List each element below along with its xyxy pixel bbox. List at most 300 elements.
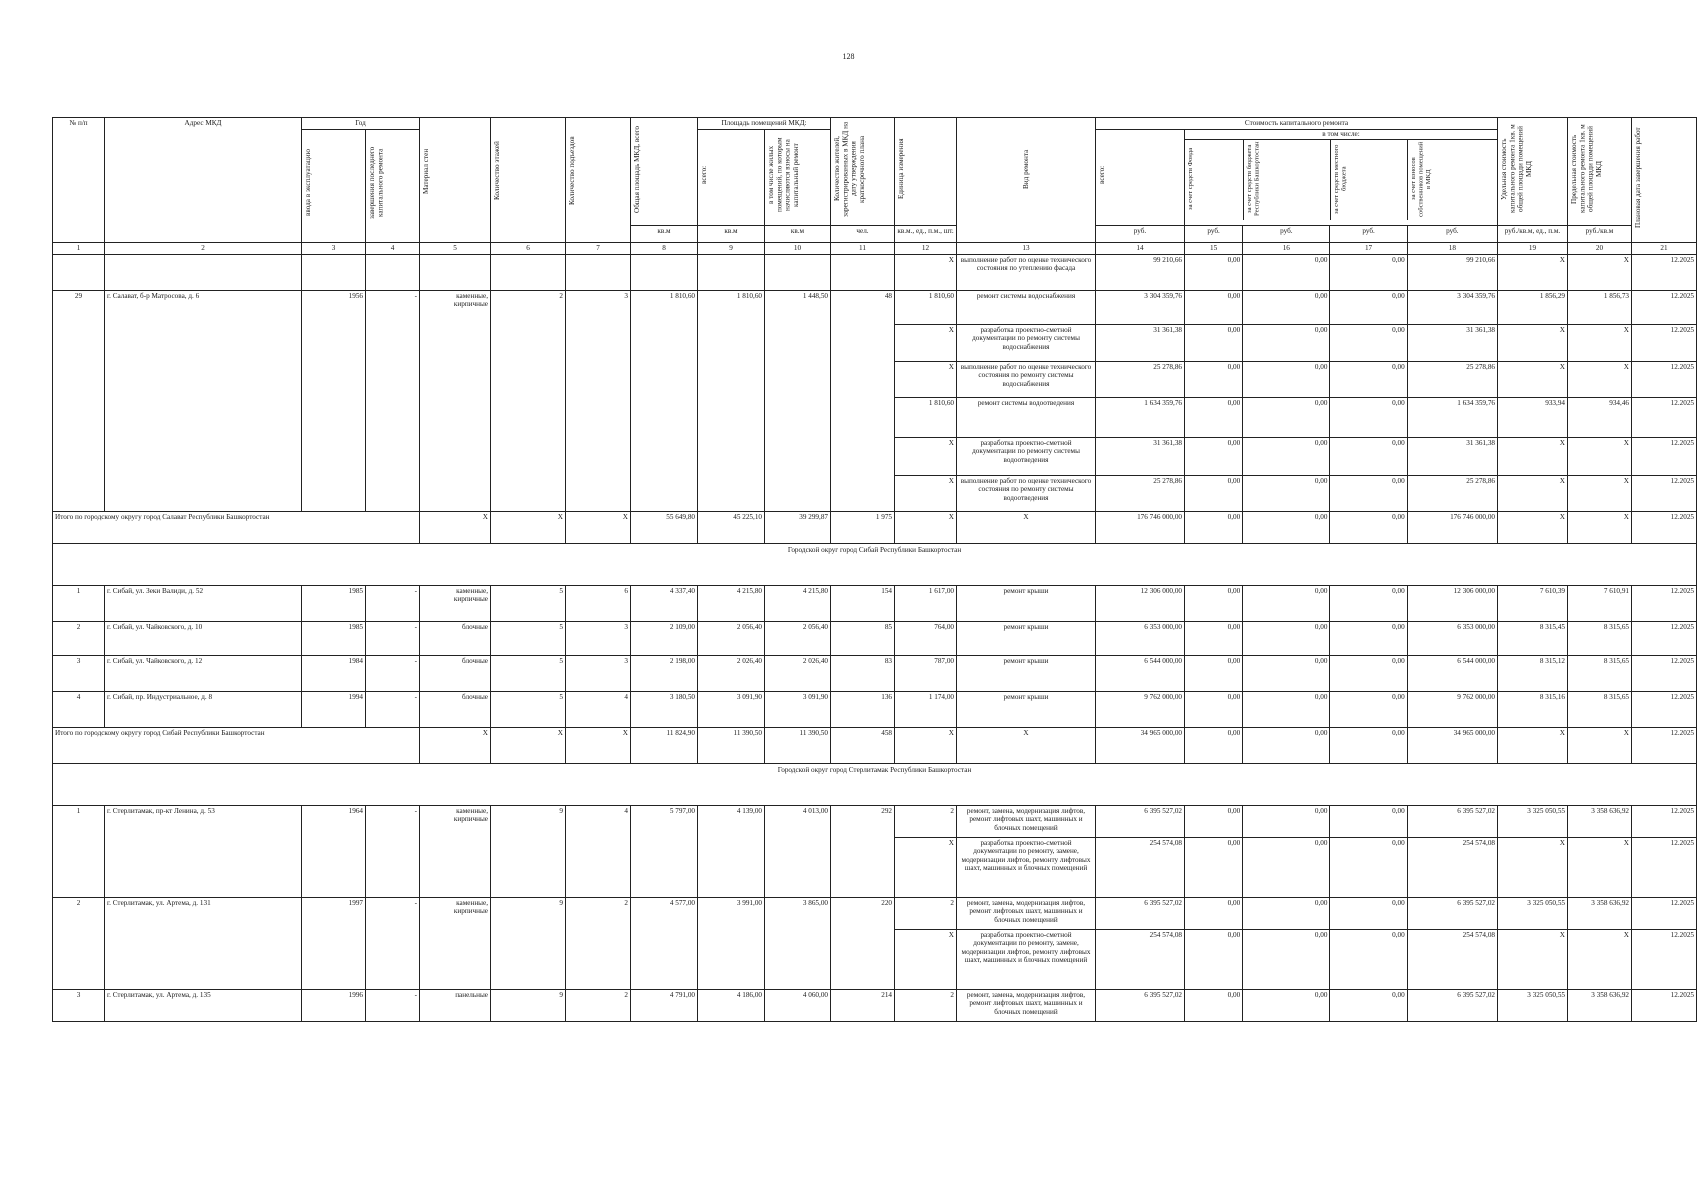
cell-area: 2 109,00 xyxy=(631,622,698,656)
cell-entrances: 4 xyxy=(566,806,631,898)
col-number: 4 xyxy=(366,243,420,255)
cell-unit: 787,00 xyxy=(895,656,957,692)
col-header-max-cost: Предельная стоимость капитального ремонта 1кв. м общей площади помещений МКД xyxy=(1568,118,1632,226)
cell-work: ремонт, замена, модернизация лифтов, ремонт лифтовых шахт, машинных и блочных помещений xyxy=(957,990,1096,1022)
cell-area: 11 824,90 xyxy=(631,728,698,764)
cell-area: 1 810,60 xyxy=(698,291,765,512)
total-row xyxy=(53,728,1697,764)
total-label: Итого по городскому округу город Салават Республики Башкортостан xyxy=(53,512,420,544)
cell-date: 12.2025 xyxy=(1632,255,1697,291)
cell-date: 12.2025 xyxy=(1632,728,1697,764)
cell-cost-rb: 0,00 xyxy=(1243,728,1330,764)
cell-year-last: - xyxy=(366,622,420,656)
col-number: 7 xyxy=(566,243,631,255)
cell-unit: 1 617,00 xyxy=(895,586,957,622)
total-label: Итого по городскому округу город Сибай Республики Башкортостан xyxy=(53,728,420,764)
cell-residents: 83 xyxy=(831,656,895,692)
cell-work: ремонт, замена, модернизация лифтов, ремонт лифтовых шахт, машинных и блочных помещений xyxy=(957,806,1096,838)
cell-area xyxy=(765,255,831,291)
cell-date: 12.2025 xyxy=(1632,291,1697,325)
unit-19: руб./кв.м, ед., п.м. xyxy=(1498,226,1568,243)
cell-specific-cost: 933,94 xyxy=(1498,398,1568,438)
col-header-residents: Количество жителей, зарегистрированных в МКД на дату утверждения краткосрочного плана xyxy=(831,118,895,226)
cell-year: 1994 xyxy=(302,692,366,728)
col-header-year-last-repair: завершения последнего капитального ремонта xyxy=(366,130,420,243)
cell-cost-rb: 0,00 xyxy=(1243,362,1330,398)
cell-max-cost: X xyxy=(1568,728,1632,764)
cell-address xyxy=(105,255,302,291)
cell-area: 2 056,40 xyxy=(765,622,831,656)
section-row xyxy=(53,544,1697,586)
cell-cost-owners: 9 762 000,00 xyxy=(1407,692,1497,728)
cell-cost-local: 0,00 xyxy=(1330,255,1407,291)
cell-cost-local: 0,00 xyxy=(1330,438,1407,476)
cell-number: 1 xyxy=(53,586,105,622)
cell-cost-owners: 25 278,86 xyxy=(1407,476,1497,512)
col-number: 10 xyxy=(765,243,831,255)
section-title: Городской округ город Сибай Республики Башкортостан xyxy=(53,544,1697,586)
cell-address: г. Сибай, ул. Зеки Валиди, д. 52 xyxy=(105,586,302,622)
cell-unit: 1 810,60 xyxy=(895,398,957,438)
cell-area: 5 797,00 xyxy=(631,806,698,898)
cell-max-cost: X xyxy=(1568,438,1632,476)
table-row xyxy=(53,898,1697,930)
cell-cost-fund: 0,00 xyxy=(1185,398,1243,438)
cell-cost-total: 3 304 359,76 xyxy=(1096,291,1185,325)
cell-work: ремонт системы водоснабжения xyxy=(957,291,1096,325)
cell-cost-rb: 0,00 xyxy=(1243,838,1330,898)
cell-cost-owners: 12 306 000,00 xyxy=(1407,586,1497,622)
cell-max-cost: 8 315,65 xyxy=(1568,622,1632,656)
cell-work: ремонт крыши xyxy=(957,622,1096,656)
cell-max-cost: X xyxy=(1568,512,1632,544)
cell-cost-owners: 1 634 359,76 xyxy=(1407,398,1497,438)
cell-unit: X xyxy=(895,930,957,990)
cell-date: 12.2025 xyxy=(1632,990,1697,1022)
cell-work: выполнение работ по оценке технического состояния по утеплению фасада xyxy=(957,255,1096,291)
cell-residents: 1 975 xyxy=(831,512,895,544)
cell-residents: 48 xyxy=(831,291,895,512)
col-header-year-group: Год xyxy=(302,118,420,130)
cell-floors: 5 xyxy=(491,692,566,728)
col-number: 3 xyxy=(302,243,366,255)
cell-date: 12.2025 xyxy=(1632,898,1697,930)
cell-material: X xyxy=(420,512,491,544)
cell-date: 12.2025 xyxy=(1632,656,1697,692)
cell-residents: 136 xyxy=(831,692,895,728)
section-row xyxy=(53,764,1697,806)
cell-area: 3 180,50 xyxy=(631,692,698,728)
cell-area: 4 791,00 xyxy=(631,990,698,1022)
cell-cost-rb: 0,00 xyxy=(1243,476,1330,512)
cell-cost-local: 0,00 xyxy=(1330,622,1407,656)
column-number-row xyxy=(53,243,1697,255)
cell-specific-cost: X xyxy=(1498,728,1568,764)
table-row xyxy=(53,622,1697,656)
unit-11: чел. xyxy=(831,226,895,243)
cell-entrances: X xyxy=(566,728,631,764)
cell-year: 1964 xyxy=(302,806,366,898)
cell-cost-owners: 25 278,86 xyxy=(1407,362,1497,398)
cell-work: выполнение работ по оценке технического состояния по ремонту системы водоснабжения xyxy=(957,362,1096,398)
cell-cost-fund: 0,00 xyxy=(1185,362,1243,398)
cell-floors: 5 xyxy=(491,656,566,692)
unit-12: кв.м., ед., п.м., шт. xyxy=(895,226,957,243)
cell-cost-total: 6 395 527,02 xyxy=(1096,898,1185,930)
cell-entrances: 2 xyxy=(566,898,631,990)
cell-date: 12.2025 xyxy=(1632,930,1697,990)
cell-number: 4 xyxy=(53,692,105,728)
cell-unit: X xyxy=(895,325,957,362)
cell-cost-local: 0,00 xyxy=(1330,656,1407,692)
cell-cost-local: 0,00 xyxy=(1330,692,1407,728)
cell-cost-rb: 0,00 xyxy=(1243,586,1330,622)
cell-specific-cost: X xyxy=(1498,838,1568,898)
cell-max-cost: X xyxy=(1568,255,1632,291)
cell-area: 1 810,60 xyxy=(631,291,698,512)
cell-cost-rb: 0,00 xyxy=(1243,692,1330,728)
col-header-premises-paying: в том числе жилых помещений, по которым начисляются взносы на капитальный ремонт xyxy=(765,130,831,226)
cell-max-cost: X xyxy=(1568,838,1632,898)
cell-area: 3 865,00 xyxy=(765,898,831,990)
cell-work: ремонт крыши xyxy=(957,586,1096,622)
cell-work: ремонт крыши xyxy=(957,692,1096,728)
cell-area: 11 390,50 xyxy=(698,728,765,764)
cell-area: 3 991,00 xyxy=(698,898,765,990)
cell-floors: 9 xyxy=(491,806,566,898)
cell-material: каменные, кирпичные xyxy=(420,291,491,512)
cell-date: 12.2025 xyxy=(1632,586,1697,622)
cell-max-cost: 7 610,91 xyxy=(1568,586,1632,622)
cell-cost-local: 0,00 xyxy=(1330,806,1407,838)
cell-cost-total: 6 395 527,02 xyxy=(1096,806,1185,838)
cell-address: г. Сибай, ул. Чайковского, д. 12 xyxy=(105,656,302,692)
cell-specific-cost: 1 856,29 xyxy=(1498,291,1568,325)
unit-14: руб. xyxy=(1096,226,1185,243)
cell-area: 4 013,00 xyxy=(765,806,831,898)
cell-work: X xyxy=(957,728,1096,764)
col-header-cost-incl: в том числе: за счет средств Фонда за счет средств бюджета Республики Башкортостан за счет средств местного бюджета за счет взносов собственников помещений в МКД xyxy=(1185,130,1498,226)
cell-cost-fund: 0,00 xyxy=(1185,291,1243,325)
cell-entrances: 6 xyxy=(566,586,631,622)
cell-cost-local: 0,00 xyxy=(1330,362,1407,398)
col-header-floors: Количество этажей xyxy=(491,118,566,243)
table-row xyxy=(53,255,1697,291)
cell-material: X xyxy=(420,728,491,764)
cell-cost-rb: 0,00 xyxy=(1243,438,1330,476)
register-table-wrap xyxy=(52,117,1697,1022)
cell-number: 3 xyxy=(53,990,105,1022)
cell-material: блочные xyxy=(420,622,491,656)
total-row xyxy=(53,512,1697,544)
col-number: 14 xyxy=(1096,243,1185,255)
cell-cost-local: 0,00 xyxy=(1330,476,1407,512)
cell-year-last: - xyxy=(366,990,420,1022)
cell-residents: 458 xyxy=(831,728,895,764)
cell-cost-fund: 0,00 xyxy=(1185,622,1243,656)
col-header-specific-cost: Удельная стоимость капитального ремонта 1кв. м общей площади помещений МКД xyxy=(1498,118,1568,226)
col-header-address: Адрес МКД xyxy=(105,118,302,243)
cell-cost-fund: 0,00 xyxy=(1185,512,1243,544)
cell-material: каменные, кирпичные xyxy=(420,898,491,990)
cell-work: X xyxy=(957,512,1096,544)
cell-unit: X xyxy=(895,476,957,512)
col-header-entrances: Количество подъездов xyxy=(566,118,631,243)
cell-cost-total: 31 361,38 xyxy=(1096,325,1185,362)
col-number: 21 xyxy=(1632,243,1697,255)
unit-16: руб. xyxy=(1243,226,1330,243)
unit-9: кв.м xyxy=(698,226,765,243)
section-title: Городской округ город Стерлитамак Республики Башкортостан xyxy=(53,764,1697,806)
cell-work: ремонт системы водоотведения xyxy=(957,398,1096,438)
table-row xyxy=(53,692,1697,728)
cell-date: 12.2025 xyxy=(1632,622,1697,656)
cell-cost-total: 6 353 000,00 xyxy=(1096,622,1185,656)
cell-material: панельные xyxy=(420,990,491,1022)
cell-entrances: 3 xyxy=(566,291,631,512)
cell-floors: 5 xyxy=(491,622,566,656)
col-header-cost-total: всего: xyxy=(1096,130,1185,226)
cell-cost-rb: 0,00 xyxy=(1243,325,1330,362)
cell-unit: 764,00 xyxy=(895,622,957,656)
cell-year-last: - xyxy=(366,291,420,512)
cell-max-cost: 3 358 636,92 xyxy=(1568,898,1632,930)
cell-cost-rb: 0,00 xyxy=(1243,512,1330,544)
cell-unit: X xyxy=(895,512,957,544)
cell-max-cost: 8 315,65 xyxy=(1568,656,1632,692)
cell-floors: X xyxy=(491,728,566,764)
cell-number xyxy=(53,255,105,291)
cell-entrances: 3 xyxy=(566,622,631,656)
cell-cost-rb: 0,00 xyxy=(1243,930,1330,990)
cell-address: г. Стерлитамак, ул. Артема, д. 131 xyxy=(105,898,302,990)
cell-date: 12.2025 xyxy=(1632,438,1697,476)
cell-specific-cost: 3 325 050,55 xyxy=(1498,990,1568,1022)
cell-unit: 1 810,60 xyxy=(895,291,957,325)
cell-cost-local: 0,00 xyxy=(1330,512,1407,544)
cell-date: 12.2025 xyxy=(1632,512,1697,544)
cell-cost-local: 0,00 xyxy=(1330,728,1407,764)
cell-address: г. Салават, б-р Матросова, д. 6 xyxy=(105,291,302,512)
cell-max-cost: X xyxy=(1568,476,1632,512)
col-number: 8 xyxy=(631,243,698,255)
cell-max-cost: X xyxy=(1568,362,1632,398)
cell-area: 4 060,00 xyxy=(765,990,831,1022)
col-number: 5 xyxy=(420,243,491,255)
cell-area: 2 026,40 xyxy=(698,656,765,692)
cell-cost-owners: 6 544 000,00 xyxy=(1407,656,1497,692)
cell-unit: 2 xyxy=(895,806,957,838)
cell-date: 12.2025 xyxy=(1632,692,1697,728)
cell-cost-owners: 31 361,38 xyxy=(1407,438,1497,476)
cell-unit: X xyxy=(895,438,957,476)
col-number: 16 xyxy=(1243,243,1330,255)
col-header-number: № п/п xyxy=(53,118,105,243)
cell-area: 11 390,50 xyxy=(765,728,831,764)
cell-max-cost: X xyxy=(1568,325,1632,362)
cell-residents: 85 xyxy=(831,622,895,656)
cell-cost-owners: 254 574,08 xyxy=(1407,838,1497,898)
cell-floors: 9 xyxy=(491,898,566,990)
col-header-cost-owners: за счет взносов собственников помещений в МКД xyxy=(1409,141,1432,217)
cell-cost-rb: 0,00 xyxy=(1243,898,1330,930)
cell-work: ремонт, замена, модернизация лифтов, ремонт лифтовых шахт, машинных и блочных помещений xyxy=(957,898,1096,930)
cell-cost-rb: 0,00 xyxy=(1243,255,1330,291)
cell-area: 3 091,90 xyxy=(765,692,831,728)
cell-cost-fund: 0,00 xyxy=(1185,806,1243,838)
cell-specific-cost: X xyxy=(1498,438,1568,476)
cell-residents xyxy=(831,255,895,291)
cell-area: 2 026,40 xyxy=(765,656,831,692)
capital-repair-table xyxy=(52,117,1697,1022)
cell-area: 4 215,80 xyxy=(765,586,831,622)
cell-entrances: 3 xyxy=(566,656,631,692)
col-number: 18 xyxy=(1407,243,1497,255)
cell-entrances: X xyxy=(566,512,631,544)
cell-unit: 1 174,00 xyxy=(895,692,957,728)
cell-specific-cost: X xyxy=(1498,325,1568,362)
cell-cost-fund: 0,00 xyxy=(1185,656,1243,692)
cell-cost-fund: 0,00 xyxy=(1185,728,1243,764)
cell-number: 2 xyxy=(53,898,105,990)
cell-number: 1 xyxy=(53,806,105,898)
cell-cost-owners: 3 304 359,76 xyxy=(1407,291,1497,325)
cell-number: 2 xyxy=(53,622,105,656)
cell-cost-fund: 0,00 xyxy=(1185,476,1243,512)
unit-18: руб. xyxy=(1407,226,1497,243)
cell-cost-total: 31 361,38 xyxy=(1096,438,1185,476)
col-header-premises-total: всего: xyxy=(698,130,765,226)
col-number: 19 xyxy=(1498,243,1568,255)
cell-unit: X xyxy=(895,728,957,764)
col-header-planned-date: Плановая дата завершения работ xyxy=(1632,118,1697,243)
cell-floors: 2 xyxy=(491,291,566,512)
cell-date: 12.2025 xyxy=(1632,806,1697,838)
cell-cost-total: 176 746 000,00 xyxy=(1096,512,1185,544)
unit-17: руб. xyxy=(1330,226,1407,243)
cell-material: каменные, кирпичные xyxy=(420,586,491,622)
cell-max-cost: X xyxy=(1568,930,1632,990)
cell-specific-cost: X xyxy=(1498,512,1568,544)
cell-max-cost: 934,46 xyxy=(1568,398,1632,438)
table-row xyxy=(53,990,1697,1022)
cell-cost-total: 254 574,08 xyxy=(1096,838,1185,898)
cell-cost-total: 254 574,08 xyxy=(1096,930,1185,990)
cell-area: 1 448,50 xyxy=(765,291,831,512)
cell-cost-owners: 176 746 000,00 xyxy=(1407,512,1497,544)
cell-area: 4 337,40 xyxy=(631,586,698,622)
col-header-wall-material: Материал стен xyxy=(420,118,491,243)
cell-cost-rb: 0,00 xyxy=(1243,398,1330,438)
cell-cost-rb: 0,00 xyxy=(1243,806,1330,838)
cell-specific-cost: X xyxy=(1498,476,1568,512)
cell-cost-fund: 0,00 xyxy=(1185,325,1243,362)
cell-date: 12.2025 xyxy=(1632,476,1697,512)
cell-specific-cost: 8 315,16 xyxy=(1498,692,1568,728)
cell-year: 1956 xyxy=(302,291,366,512)
cell-specific-cost: X xyxy=(1498,362,1568,398)
col-header-cost-rb: за счет средств бюджета Республики Башкортостан xyxy=(1243,140,1330,220)
unit-10: кв.м xyxy=(765,226,831,243)
table-row xyxy=(53,656,1697,692)
cell-cost-local: 0,00 xyxy=(1330,291,1407,325)
col-number: 9 xyxy=(698,243,765,255)
cell-cost-rb: 0,00 xyxy=(1243,622,1330,656)
cell-area: 39 299,87 xyxy=(765,512,831,544)
table-row xyxy=(53,586,1697,622)
cell-number: 29 xyxy=(53,291,105,512)
unit-8: кв.м xyxy=(631,226,698,243)
cell-cost-total: 25 278,86 xyxy=(1096,476,1185,512)
cell-cost-local: 0,00 xyxy=(1330,990,1407,1022)
cell-floors xyxy=(491,255,566,291)
cell-max-cost: 3 358 636,92 xyxy=(1568,990,1632,1022)
col-header-total-area: Общая площадь МКД, всего xyxy=(631,118,698,226)
col-header-cost-group: Стоимость капитального ремонта xyxy=(1096,118,1498,130)
cell-cost-owners: 31 361,38 xyxy=(1407,325,1497,362)
page-number: 128 xyxy=(842,52,855,61)
cell-address: г. Стерлитамак, ул. Артема, д. 135 xyxy=(105,990,302,1022)
cell-work: выполнение работ по оценке технического состояния по ремонту системы водоотведения xyxy=(957,476,1096,512)
cell-year-last: - xyxy=(366,586,420,622)
col-number: 2 xyxy=(105,243,302,255)
cell-cost-rb: 0,00 xyxy=(1243,656,1330,692)
cell-specific-cost: 8 315,45 xyxy=(1498,622,1568,656)
cell-residents: 214 xyxy=(831,990,895,1022)
header-row-top xyxy=(53,118,1697,130)
cell-year: 1985 xyxy=(302,586,366,622)
col-number: 1 xyxy=(53,243,105,255)
cell-cost-total: 6 395 527,02 xyxy=(1096,990,1185,1022)
unit-20: руб./кв.м xyxy=(1568,226,1632,243)
cell-cost-owners: 6 395 527,02 xyxy=(1407,806,1497,838)
cell-cost-total: 6 544 000,00 xyxy=(1096,656,1185,692)
cell-date: 12.2025 xyxy=(1632,325,1697,362)
cell-year-last: - xyxy=(366,806,420,898)
cell-max-cost: 8 315,65 xyxy=(1568,692,1632,728)
cell-specific-cost: 3 325 050,55 xyxy=(1498,898,1568,930)
table-row xyxy=(53,291,1697,325)
col-header-premises-group: Площадь помещений МКД: xyxy=(698,118,831,130)
cell-year: 1984 xyxy=(302,656,366,692)
unit-15: руб. xyxy=(1185,226,1243,243)
cell-number: 3 xyxy=(53,656,105,692)
cell-cost-owners: 34 965 000,00 xyxy=(1407,728,1497,764)
cell-cost-fund: 0,00 xyxy=(1185,438,1243,476)
col-header-cost-local: за счет средств местного бюджета xyxy=(1330,140,1407,220)
col-number: 17 xyxy=(1330,243,1407,255)
cell-unit: X xyxy=(895,255,957,291)
col-number: 13 xyxy=(957,243,1096,255)
cell-year-last: - xyxy=(366,656,420,692)
cell-cost-owners: 6 395 527,02 xyxy=(1407,990,1497,1022)
cell-max-cost: 3 358 636,92 xyxy=(1568,806,1632,838)
cell-year-last xyxy=(366,255,420,291)
cell-entrances: 4 xyxy=(566,692,631,728)
cell-area: 2 056,40 xyxy=(698,622,765,656)
cell-max-cost: 1 856,73 xyxy=(1568,291,1632,325)
cell-cost-fund: 0,00 xyxy=(1185,255,1243,291)
cell-cost-owners: 254 574,08 xyxy=(1407,930,1497,990)
cell-area: 45 225,10 xyxy=(698,512,765,544)
cell-unit: X xyxy=(895,362,957,398)
cell-specific-cost: X xyxy=(1498,255,1568,291)
cell-date: 12.2025 xyxy=(1632,398,1697,438)
cell-area: 2 198,00 xyxy=(631,656,698,692)
cell-cost-total: 99 210,66 xyxy=(1096,255,1185,291)
cell-year xyxy=(302,255,366,291)
cell-year: 1996 xyxy=(302,990,366,1022)
